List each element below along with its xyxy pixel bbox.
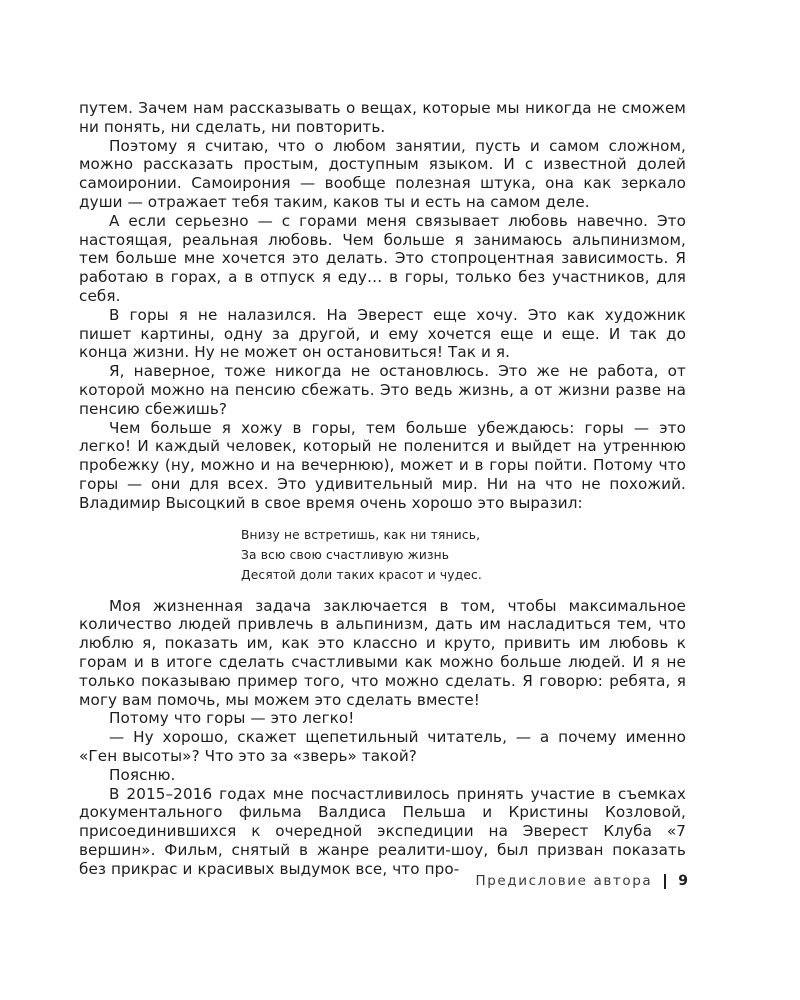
paragraph: А если серьезно — с горами меня связывает любовь навечно. Это настоящая, реальная любовь. Чем больше я занимаюсь альпинизмом, тем больше мне хочется это делать. Это стопроцентная зависимость. Я работаю в горах, а в отпуск я еду… в горы, только без участников, для себя. (79, 211, 686, 305)
paragraph: В 2015–2016 годах мне посчастливилось принять участие в съемках документального фильма Валдиса Пельша и Кристины Козловой, присоединившихся к очередной экспедиции на Эверест Клуба «7 вершин». Фильм, снятый в жанре реалити-шоу, был призван показать без прикрас и красивых выдумок все, что про- (79, 784, 686, 878)
paragraph: Поэтому я считаю, что о любом занятии, пусть и самом сложном, можно рассказать простым, доступным языком. И с известной долей самоиронии. Самоирония — вообще полезная штука, она как зеркало души — отражает тебя таким, каков ты и есть на самом деле. (79, 136, 686, 211)
paragraph: Я, наверное, тоже никогда не остановлюсь. Это же не работа, от которой можно на пенсию сбежать. Это ведь жизнь, а от жизни разве на пенсию сбежишь? (79, 362, 686, 418)
paragraph: Поясню. (109, 765, 176, 784)
running-footer-title: Предисловие автора (475, 873, 653, 889)
page-number: 9 (678, 873, 688, 889)
paragraph: Моя жизненная задача заключается в том, чтобы максимальное количество людей привлечь в альпинизм, дать им насладиться тем, что люблю я, показать им, как это классно и круто, привить им любовь к горам и в итоге сделать счастливыми как можно больше людей. И я не только показываю пример того, что можно сделать. Я говорю: ребята, я могу вам помочь, мы можем это сделать вместе! (79, 596, 686, 709)
poem-line: Десятой доли таких красот и чудес. (241, 567, 483, 582)
page-footer (475, 873, 688, 889)
poem-line: Внизу не встретишь, как ни тянись, (241, 527, 481, 542)
page-body (79, 99, 686, 878)
paragraph: Потому что горы — это легко! (109, 709, 355, 728)
paragraph: — Ну хорошо, скажет щепетильный читатель, — а почему именно «Ген высоты»? Что это за «зверь» такой? (79, 728, 686, 765)
paragraph: путем. Зачем нам рассказывать о вещах, которые мы никогда не сможем ни понять, ни сделать, ни повторить. (79, 99, 686, 136)
paragraph: Чем больше я хожу в горы, тем больше убеждаюсь: горы — это легко! И каждый человек, который не поленится и выйдет на утреннюю пробежку (ну, можно и на вечернюю), может и в горы пойти. Потому что горы — они для всех. Это удивительный мир. Ни на что не похожий. Владимир Высоцкий в свое время очень хорошо это выразил: (79, 418, 686, 512)
poem-line: За всю свою счастливую жизнь (241, 547, 450, 562)
paragraph: В горы я не налазился. На Эверест еще хочу. Это как художник пишет картины, одну за другой, и ему хочется еще и еще. И так до конца жизни. Ну не может он остановиться! Так и я. (79, 305, 686, 362)
poem-quote (241, 525, 686, 585)
footer-divider (664, 874, 666, 889)
